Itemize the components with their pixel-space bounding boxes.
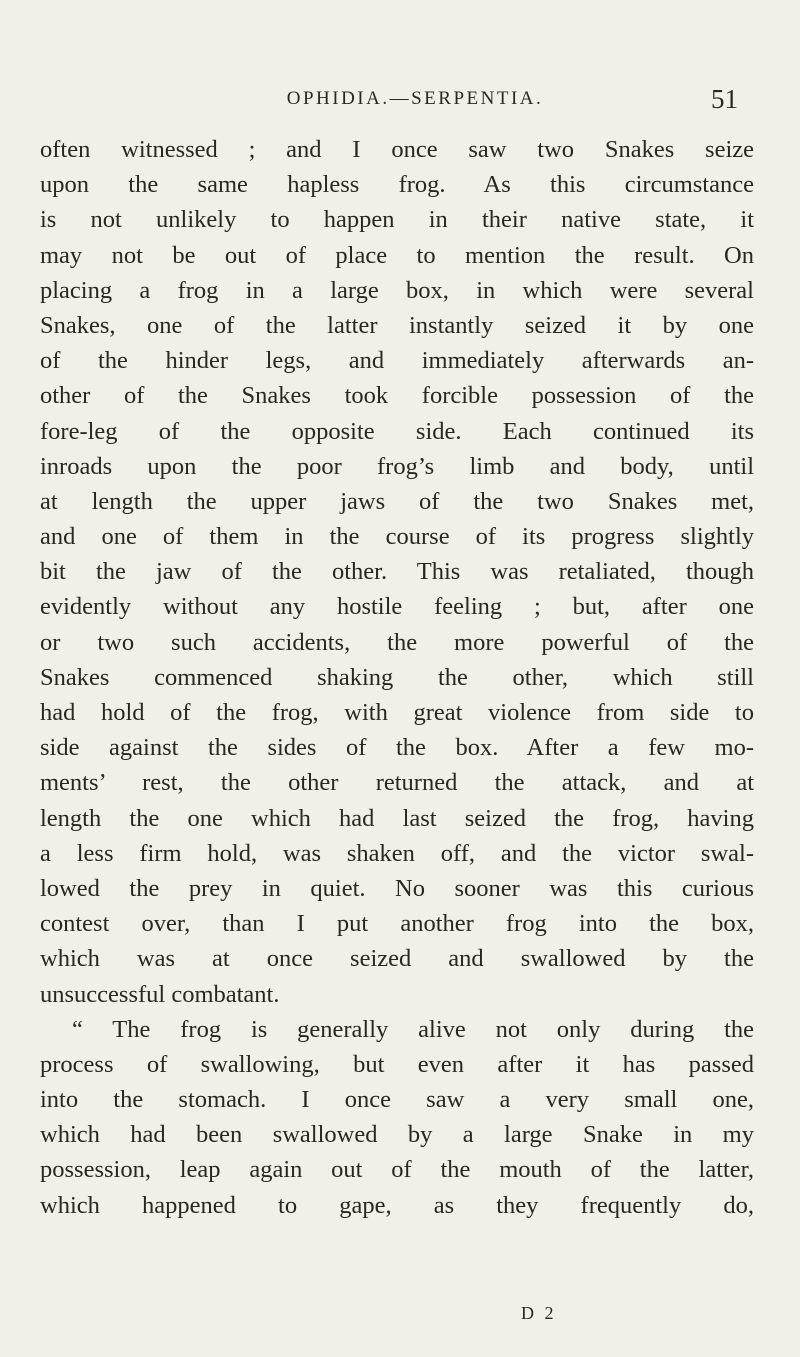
text-line: had hold of the frog, with great violence from side to [40, 699, 754, 726]
body-text [40, 132, 754, 1223]
text-line: length the one which had last seized the frog, having [40, 804, 754, 832]
text-line: contest over, than I put another frog into the box, [40, 910, 754, 938]
page-number: 51 [711, 84, 738, 114]
signature-mark: D 2 [521, 1303, 557, 1323]
text-line: into the stomach. I once saw a very small one, [40, 1086, 754, 1114]
running-title: OPHIDIA.—SERPENTIA. [286, 88, 544, 109]
text-line: often witnessed ; and I once saw two Snakes seize [40, 136, 754, 163]
text-line: lowed the prey in quiet. No sooner was this curious [40, 874, 754, 902]
text-line: placing a frog in a large box, in which were several [40, 276, 754, 304]
text-line: upon the same hapless frog. As this circumstance [40, 171, 754, 199]
text-line: ments’ rest, the other returned the attack, and at [40, 769, 754, 797]
text-line: side against the sides of the box. After a few mo- [40, 734, 754, 762]
text-line: may not be out of place to mention the result. On [40, 241, 754, 269]
text-line: and one of them in the course of its progress slightly [40, 523, 754, 551]
text-line: a less firm hold, was shaken off, and the victor swal- [40, 839, 754, 867]
text-line: other of the Snakes took forcible possession of the [40, 382, 754, 410]
text-line: of the hinder legs, and immediately afterwards an- [40, 347, 754, 375]
text-line: which had been swallowed by a large Snake in my [40, 1121, 754, 1149]
text-line: or two such accidents, the more powerful of the [40, 628, 754, 656]
text-line: evidently without any hostile feeling ; but, after one [40, 593, 754, 621]
text-line: which happened to gape, as they frequently do, [40, 1191, 754, 1219]
text-line: fore-leg of the opposite side. Each continued its [40, 417, 754, 445]
text-line: Snakes, one of the latter instantly seized it by one [40, 311, 754, 339]
running-head [0, 84, 800, 118]
text-line: “ The frog is generally alive not only during the [72, 1015, 754, 1043]
text-line: is not unlikely to happen in their native state, it [40, 206, 754, 234]
text-line: bit the jaw of the other. This was retaliated, though [40, 558, 754, 586]
text-line: which was at once seized and swallowed by the [40, 945, 754, 973]
text-line: unsuccessful combatant. [40, 980, 280, 1008]
text-line: Snakes commenced shaking the other, which still [40, 663, 754, 691]
text-line: process of swallowing, but even after it has passed [40, 1050, 754, 1078]
text-line: at length the upper jaws of the two Snakes met, [40, 487, 754, 515]
text-line: possession, leap again out of the mouth of the latter, [40, 1156, 754, 1184]
text-line: inroads upon the poor frog’s limb and body, until [40, 452, 754, 480]
